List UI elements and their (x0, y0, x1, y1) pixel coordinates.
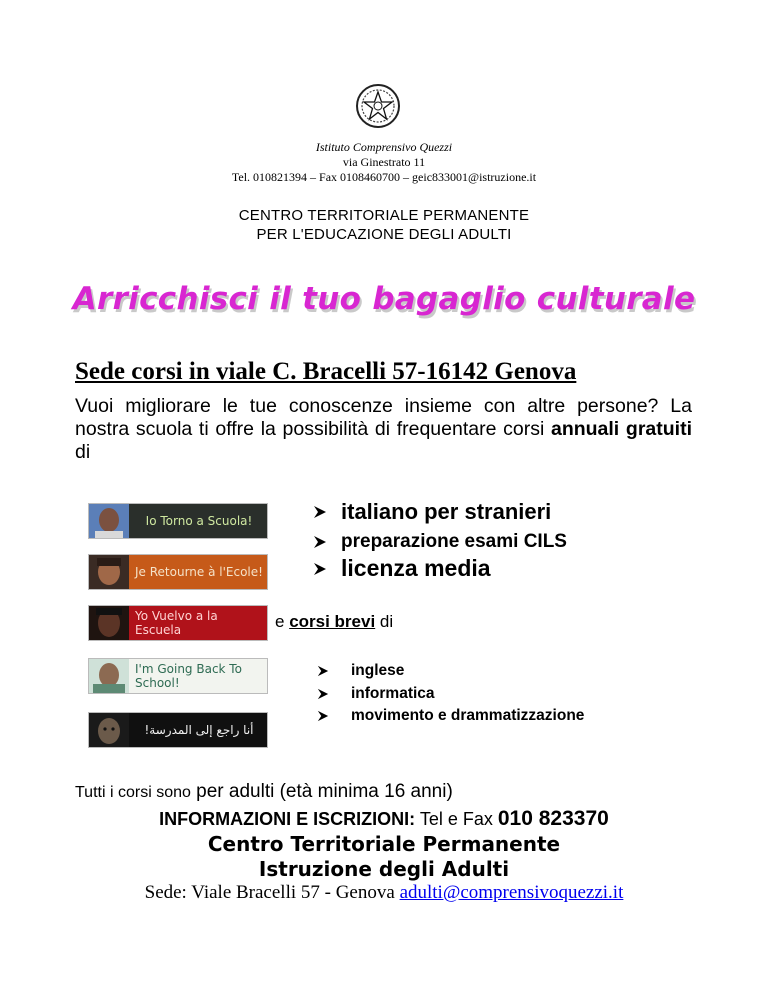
school-contacts: Tel. 010821394 – Fax 0108460700 – geic833001@istruzione.it (231, 170, 537, 184)
student-photo-icon (89, 606, 129, 640)
course-italiano-per-stranieri (313, 499, 551, 525)
tutti-suffix: per adulti (età minima 16 anni) (190, 781, 453, 802)
istruzione-adulti: Istruzione degli Adulti (258, 857, 510, 881)
intro-paragraph (75, 395, 692, 464)
banner-label: Yo Vuelvo a la Escuela (135, 609, 218, 637)
intro-text: Vuoi migliorare le tue conoscenze insieme con altre persone? La nostra scuola ti offre la possibilità di frequentare corsi (75, 395, 692, 440)
ctp-title-line2: PER L'EDUCAZIONE DEGLI ADULTI (256, 226, 512, 243)
course-licenza-media (313, 555, 491, 582)
email-link[interactable]: adulti@comprensivoquezzi.it (399, 882, 624, 903)
intro-bold: annuali gratuiti (550, 418, 692, 440)
arrow-bullet-icon (313, 535, 327, 549)
info-tel-label: Tel e Fax (415, 809, 498, 829)
short-courses-intro (275, 612, 393, 632)
arrow-bullet-icon (313, 562, 327, 576)
banner-io-torno-a-scuola (88, 503, 268, 539)
course-location-title: Sede corsi in viale C. Bracelli 57-16142 Genova (75, 358, 577, 385)
ctp-title-line1: CENTRO TERRITORIALE PERMANENTE (238, 207, 530, 224)
student-photo-icon (89, 659, 129, 693)
short-course-label: inglese (351, 662, 405, 679)
banner-label: Je Retourne à l'Ecole! (135, 565, 263, 579)
banner-label: أنا راجع إلى المدرسة! (144, 723, 254, 737)
age-requirement (75, 781, 453, 803)
tutti-middle: i corsi sono (109, 784, 191, 801)
info-label: INFORMAZIONI E ISCRIZIONI: (159, 809, 416, 829)
ctp-name: Centro Territoriale Permanente (207, 832, 561, 856)
short-course-movimento (317, 707, 584, 725)
italian-republic-emblem-icon (355, 83, 401, 129)
student-photo-icon (89, 555, 129, 589)
arrow-bullet-icon (317, 710, 329, 722)
arrow-bullet-icon (313, 505, 327, 519)
school-name: Istituto Comprensivo Quezzi (315, 140, 453, 154)
banner-label: Io Torno a Scuola! (145, 514, 253, 528)
phone-number: 010 823370 (497, 807, 609, 830)
student-photo-icon (89, 504, 129, 538)
brevi-underlined: corsi brevi (289, 612, 376, 631)
banner-je-retourne-a-l-ecole (88, 554, 268, 590)
student-photo-icon (89, 713, 129, 747)
short-course-label: informatica (351, 685, 435, 702)
short-course-label: movimento e drammatizzazione (351, 707, 585, 724)
brevi-prefix: e (275, 612, 290, 631)
course-preparazione-esami-cils (313, 531, 567, 553)
footer-address (0, 882, 768, 904)
banner-label: I'm Going Back To School! (135, 662, 242, 690)
slogan-headline (0, 281, 768, 317)
short-course-informatica (317, 685, 435, 703)
footer-address-text: Sede: Viale Bracelli 57 - Genova (144, 882, 400, 903)
arrow-bullet-icon (317, 665, 329, 677)
course-label: licenza media (341, 555, 491, 581)
intro-suffix: di (75, 441, 91, 463)
short-course-inglese (317, 662, 404, 680)
info-and-registration (0, 807, 768, 831)
tutti-prefix: Tutti (75, 784, 110, 801)
school-address: via Ginestrato 11 (342, 155, 426, 169)
arrow-bullet-icon (317, 688, 329, 700)
banner-yo-vuelvo-a-la-escuela (88, 605, 268, 641)
slogan-text: Arricchisci il tuo bagaglio culturale (72, 281, 696, 317)
course-label: preparazione esami CILS (341, 531, 567, 552)
banner-arabic-back-to-school (88, 712, 268, 748)
course-label: italiano per stranieri (341, 499, 552, 524)
banner-im-going-back-to-school (88, 658, 268, 694)
brevi-suffix: di (375, 612, 394, 631)
